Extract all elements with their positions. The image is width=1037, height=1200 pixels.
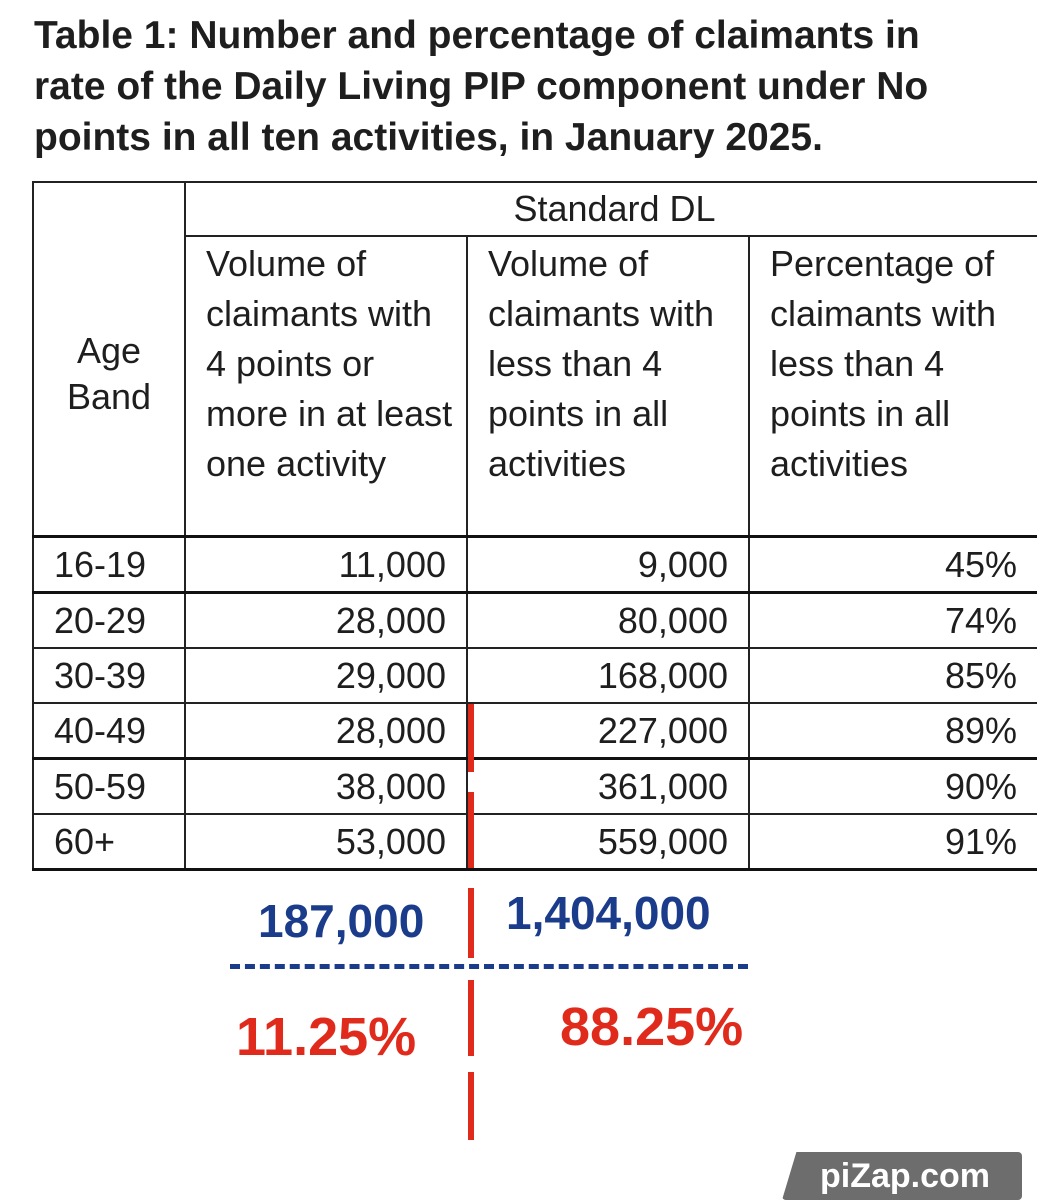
table-title: [34, 10, 1037, 163]
age-band-cell: 60+: [33, 814, 185, 870]
table-row: [33, 814, 1037, 870]
percent-less-than-4: 88.25%: [560, 997, 744, 1057]
age-band-cell: 16-19: [33, 537, 185, 593]
table-group-header-row: [33, 182, 1037, 236]
volume-4-or-more-cell: 28,000: [185, 703, 467, 759]
percentage-cell: 89%: [749, 703, 1037, 759]
title-line-1: Table 1: Number and percentage of claimants in: [34, 14, 920, 57]
age-band-cell: 30-39: [33, 648, 185, 703]
age-band-cell: 40-49: [33, 703, 185, 759]
volume-4-or-more-cell: 38,000: [185, 759, 467, 815]
col-header-volume-4-or-more: Volume of claimants with 4 points or more in at least one activity: [185, 236, 467, 537]
table-row: [33, 537, 1037, 593]
red-divider-segment: [468, 980, 474, 1056]
title-line-3: points in all ten activities, in January 2025.: [34, 116, 823, 159]
volume-less-than-4-cell: 9,000: [467, 537, 749, 593]
table-row: [33, 759, 1037, 815]
volume-less-than-4-cell: 361,000: [467, 759, 749, 815]
percentage-cell: 45%: [749, 537, 1037, 593]
title-line-2: rate of the Daily Living PIP component under No: [34, 65, 929, 108]
percentage-cell: 91%: [749, 814, 1037, 870]
percentage-cell: 90%: [749, 759, 1037, 815]
percentage-cell: 74%: [749, 593, 1037, 649]
volume-less-than-4-cell: 559,000: [467, 814, 749, 870]
dashed-divider-line: [230, 964, 748, 969]
table-row: [33, 593, 1037, 649]
volume-less-than-4-cell: 80,000: [467, 593, 749, 649]
red-divider-segment: [468, 704, 474, 772]
red-divider-segment: [468, 1072, 474, 1140]
table-row: [33, 648, 1037, 703]
age-band-header: [33, 182, 185, 537]
volume-less-than-4-cell: 227,000: [467, 703, 749, 759]
age-band-cell: 20-29: [33, 593, 185, 649]
red-divider-segment: [468, 792, 474, 868]
percent-4-or-more: 11.25%: [236, 1007, 417, 1067]
col-header-percentage-less-than-4: Percentage of claimants with less than 4 points in all activities: [749, 236, 1037, 537]
age-band-header-label: Age Band: [66, 330, 152, 417]
volume-4-or-more-cell: 28,000: [185, 593, 467, 649]
red-divider-segment: [468, 888, 474, 958]
age-band-cell: 50-59: [33, 759, 185, 815]
volume-less-than-4-cell: 168,000: [467, 648, 749, 703]
claimants-table: [32, 181, 1037, 871]
total-less-than-4: 1,404,000: [506, 887, 711, 939]
total-4-or-more: 187,000: [258, 895, 425, 947]
table-row: [33, 703, 1037, 759]
percentage-cell: 85%: [749, 648, 1037, 703]
watermark-text: piZap.com: [819, 1157, 991, 1195]
volume-4-or-more-cell: 29,000: [185, 648, 467, 703]
col-header-volume-less-than-4: Volume of claimants with less than 4 points in all activities: [467, 236, 749, 537]
volume-4-or-more-cell: 53,000: [185, 814, 467, 870]
volume-4-or-more-cell: 11,000: [185, 537, 467, 593]
standard-dl-header: Standard DL: [185, 182, 1037, 236]
